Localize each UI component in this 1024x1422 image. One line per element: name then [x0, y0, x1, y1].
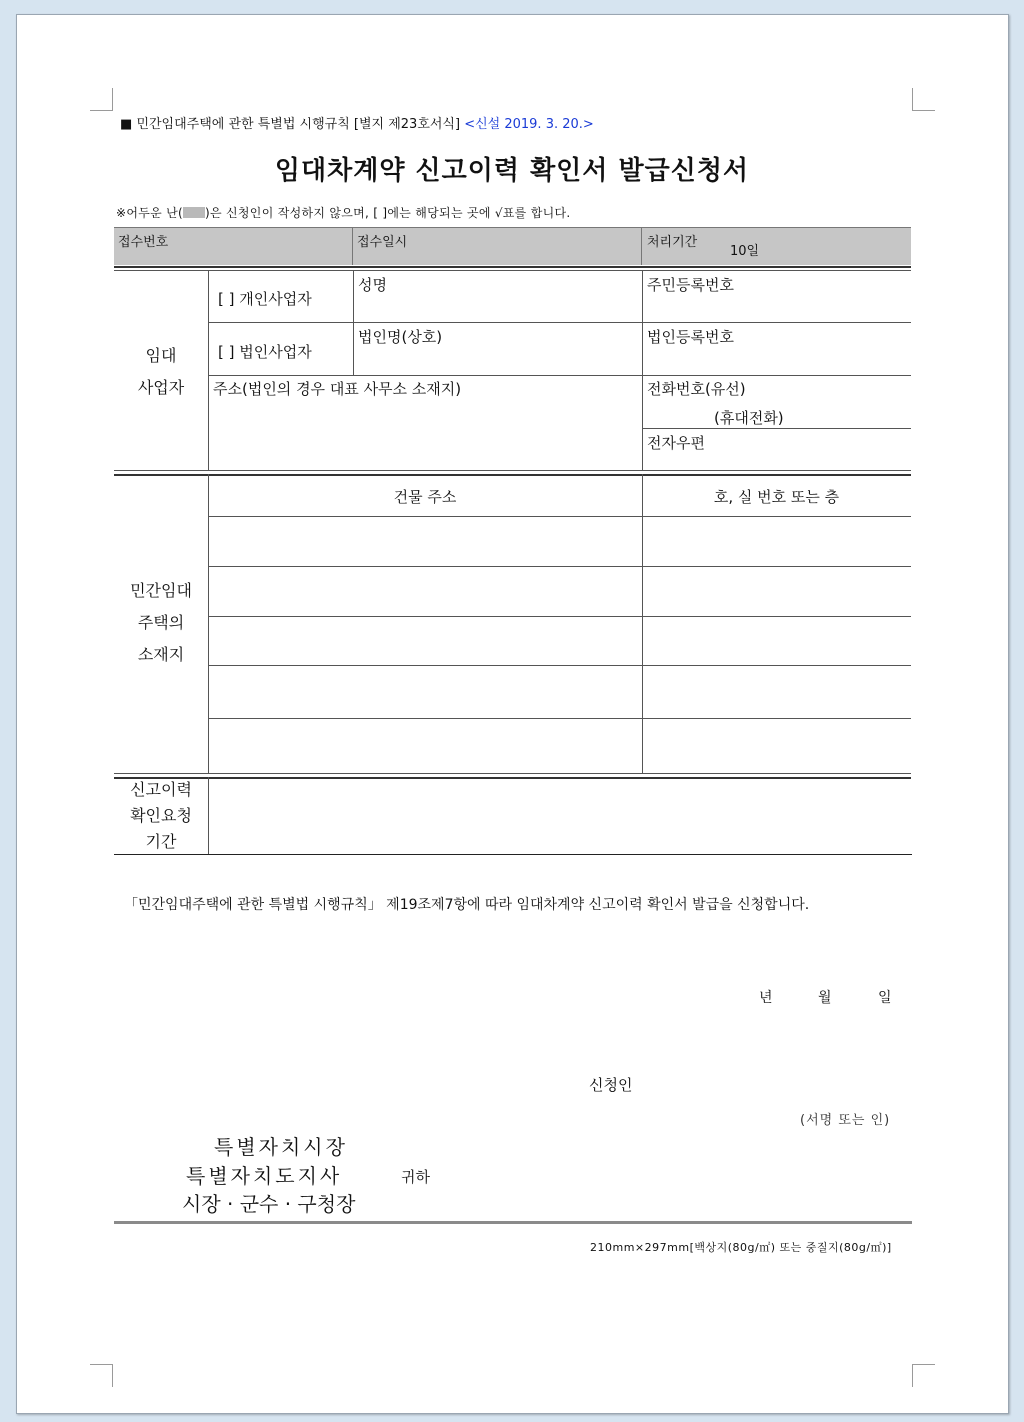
crop-mark-top-right	[912, 88, 935, 111]
housing-section-label	[114, 575, 208, 671]
amendment-note: <신설 2019. 3. 20.>	[464, 117, 594, 132]
processing-period-label: 처리기간	[647, 235, 698, 250]
note-text-before: ※어두운 난(	[116, 206, 184, 220]
lessor-section-label	[114, 340, 208, 404]
unit-number-header: 호, 실 번호 또는 층	[713, 488, 840, 506]
period-section-label	[114, 777, 208, 855]
processing-period-value: 10일	[730, 244, 760, 259]
instruction-note	[116, 204, 570, 221]
corporate-business-checkbox[interactable]: [ ] 법인사업자	[218, 343, 312, 361]
individual-business-checkbox[interactable]: [ ] 개인사업자	[218, 290, 312, 308]
crop-mark-bottom-left	[90, 1364, 113, 1387]
period-section-line1: 신고이력	[130, 780, 192, 799]
corporate-registration-number-label: 법인등록번호	[647, 328, 734, 346]
building-address-header: 건물 주소	[393, 488, 457, 506]
day-label: 일	[878, 990, 892, 1006]
mobile-label: (휴대전화)	[714, 409, 784, 427]
recipient-line3: 시장 · 군수 · 구청장	[182, 1192, 356, 1216]
paper-specification: 210mm×297mm[백상지(80g/㎡) 또는 중질지(80g/㎡)]	[590, 1241, 892, 1254]
month-label: 월	[818, 990, 832, 1006]
shaded-swatch	[183, 207, 205, 218]
signature-label: (서명 또는 인)	[800, 1113, 891, 1128]
lessor-section-line1: 임대	[145, 346, 177, 365]
crop-mark-top-left	[90, 88, 113, 111]
address-label: 주소(법인의 경우 대표 사무소 소재지)	[213, 380, 462, 398]
recipient-line1: 특별자치시장	[214, 1135, 348, 1159]
email-label: 전자우편	[647, 434, 705, 452]
document-page	[16, 14, 1009, 1414]
name-label: 성명	[358, 276, 387, 294]
form-title: 임대차계약 신고이력 확인서 발급신청서	[274, 156, 750, 186]
applicant-label: 신청인	[589, 1076, 633, 1094]
resident-number-label: 주민등록번호	[647, 276, 734, 294]
lessor-section-line2: 사업자	[137, 378, 185, 397]
form-reference	[120, 113, 594, 132]
period-section-line2: 확인요청	[130, 806, 192, 825]
receipt-row	[114, 227, 911, 265]
form-reference-text: 민간임대주택에 관한 특별법 시행규칙 [별지 제23호서식]	[136, 117, 461, 132]
year-label: 년	[759, 990, 773, 1006]
phone-label: 전화번호(유선)	[647, 380, 746, 398]
square-bullet-icon: ■	[120, 117, 133, 132]
housing-section-line2: 주택의	[137, 613, 185, 632]
period-section-line3: 기간	[145, 832, 177, 851]
crop-mark-bottom-right	[912, 1364, 935, 1387]
honorific-label: 귀하	[401, 1168, 430, 1186]
housing-section-line3: 소재지	[137, 645, 185, 664]
receipt-date-label: 접수일시	[357, 235, 408, 250]
receipt-number-label: 접수번호	[118, 235, 169, 250]
recipient-line2: 특별자치도지사	[186, 1164, 343, 1188]
housing-section-line1: 민간임대	[130, 581, 192, 600]
application-statement: 「민간임대주택에 관한 특별법 시행규칙」 제19조제7항에 따라 임대차계약 신고이력 확인서 발급을 신청합니다.	[124, 897, 810, 913]
note-text-after: )은 신청인이 작성하지 않으며, [ ]에는 해당되는 곳에 √표를 합니다.	[205, 206, 571, 220]
corporate-name-label: 법인명(상호)	[358, 328, 443, 346]
